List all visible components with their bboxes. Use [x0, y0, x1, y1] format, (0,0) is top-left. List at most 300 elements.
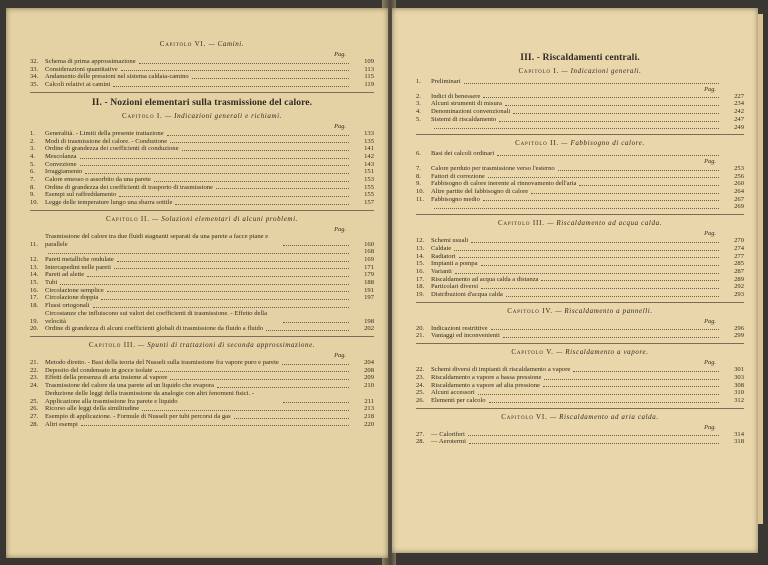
entry-number: 23. — [416, 373, 425, 381]
entry-page-number: 242 — [734, 108, 744, 116]
dot-leader — [454, 250, 719, 251]
chapter-title: — Riscaldamento a vapore. — [556, 348, 649, 357]
toc-entry — [30, 367, 374, 375]
entry-title: Effetti della presenza di aria insieme al vapore — [45, 374, 168, 382]
page-column-header: Pag. — [334, 351, 346, 359]
toc-chapter-block — [30, 336, 374, 428]
dot-leader — [503, 337, 719, 338]
dot-leader — [283, 245, 349, 246]
entry-number: 10. — [416, 188, 425, 196]
entry-page-number: 142 — [364, 152, 374, 160]
entry-number: 2. — [30, 137, 35, 145]
toc-entry — [30, 264, 374, 272]
toc-entry — [30, 184, 374, 192]
dot-leader — [167, 135, 349, 136]
dot-leader — [483, 97, 719, 98]
right-page — [392, 8, 758, 553]
entry-title: — Caloriferi — [431, 430, 465, 438]
dot-leader — [60, 284, 349, 285]
entry-page-number: 160 — [364, 240, 374, 248]
entry-page-number: 155 — [364, 191, 374, 199]
entry-title: Ricorso alle leggi della similitudine — [45, 405, 140, 413]
toc-entry — [416, 283, 744, 291]
dot-leader — [497, 155, 719, 156]
dot-leader — [513, 113, 719, 114]
entry-number: 16. — [30, 286, 39, 294]
entry-title: Modi di trasmissione del calore. - Conduzione — [45, 137, 168, 145]
toc-entry — [30, 294, 374, 302]
entry-number: 17. — [416, 275, 425, 283]
toc-entry — [30, 73, 374, 81]
dot-leader — [283, 402, 349, 403]
toc-entry — [30, 191, 374, 199]
dot-leader — [216, 188, 349, 189]
dot-leader — [142, 410, 349, 411]
dot-leader — [154, 181, 349, 182]
dot-leader — [464, 83, 719, 84]
toc-entry — [416, 93, 744, 101]
entry-title: Denominazioni convenzionali — [431, 108, 511, 116]
dot-leader — [531, 193, 719, 194]
dot-leader — [234, 418, 349, 419]
entry-number: 18. — [416, 283, 425, 291]
toc-entry — [416, 124, 744, 132]
entry-number: 16. — [416, 267, 425, 275]
entry-page-number: 289 — [734, 275, 744, 283]
entry-number: 11. — [30, 240, 38, 248]
toc-chapter-block — [416, 214, 744, 299]
entry-title: Andamento delle pressioni nel sistema caldaia-camino — [45, 73, 189, 81]
dot-leader — [282, 364, 349, 365]
entry-number: 14. — [30, 271, 39, 279]
entry-page-number: 303 — [734, 373, 744, 381]
toc-entry — [30, 168, 374, 176]
page-column-header: Pag. — [704, 157, 716, 165]
entry-number: 26. — [30, 405, 39, 413]
entry-number: 21. — [416, 332, 425, 340]
entry-title: Circolazione doppia — [45, 294, 99, 302]
chapter-label: Capitolo I. — [122, 111, 163, 120]
entry-page-number: 218 — [364, 412, 374, 420]
entry-number: 1. — [416, 78, 421, 85]
page-column-header: Pag. — [704, 317, 716, 325]
entry-title: — Aerotermi — [431, 438, 466, 446]
entry-page-number: 141 — [364, 145, 374, 153]
entry-page-number: 157 — [364, 199, 374, 207]
dot-leader — [434, 208, 719, 209]
dot-leader — [101, 299, 349, 300]
entry-title: Sistemi di riscaldamento — [431, 115, 497, 123]
dot-leader — [266, 330, 349, 331]
dot-leader — [469, 443, 719, 444]
entry-title: Considerazioni quantitative — [45, 65, 118, 73]
entry-number: 9. — [30, 191, 35, 199]
entry-page-number: 293 — [734, 291, 744, 299]
chapter-title: — Riscaldamento ad acqua calda. — [547, 219, 663, 228]
entry-number: 22. — [30, 366, 39, 374]
toc-entry — [30, 199, 374, 207]
entry-page-number: 253 — [734, 164, 744, 172]
toc-entry — [416, 382, 744, 390]
entry-title: Altre partite del fabbisogno di calore — [431, 188, 529, 196]
entry-title: Indici di benessere — [431, 92, 481, 100]
toc-entry — [416, 276, 744, 284]
entry-number: 3. — [30, 145, 35, 153]
entry-title: Mescolanza — [45, 152, 77, 160]
chapter-title: — Spunti di trattazioni di seconda approssimazione. — [138, 340, 316, 349]
entry-page-number: 287 — [734, 267, 744, 275]
dot-leader — [573, 371, 719, 372]
toc-chapter-block — [416, 408, 744, 446]
entry-title: Basi dei calcoli ordinari — [431, 150, 495, 158]
entry-page-number: 314 — [734, 430, 744, 438]
entry-number: 15. — [416, 260, 425, 268]
entry-number: 9. — [416, 180, 421, 188]
entry-page-number: 198 — [364, 317, 374, 325]
toc-entry — [30, 145, 374, 153]
chapter-title: — Riscaldamento ad aria calda. — [549, 412, 659, 421]
entry-title: Trasmissione del calore da una parete ad un liquido che evapora — [45, 382, 214, 390]
toc-entry — [30, 302, 374, 310]
dot-leader — [543, 386, 719, 387]
entry-page-number: 270 — [734, 237, 744, 245]
entry-title: Indicazioni restrittive — [431, 324, 488, 332]
section-title: III. - Riscaldamenti centrali. — [520, 52, 640, 63]
toc-entry — [416, 196, 744, 204]
entry-title: Riscaldamento ad acqua calda a distanza — [431, 275, 539, 283]
entry-title: Riscaldamento a vapore ad alta pressione — [431, 381, 540, 389]
entry-page-number: 292 — [734, 283, 744, 291]
entry-page-number: 210 — [364, 382, 374, 390]
chapter-heading — [416, 139, 744, 147]
entry-number: 1. — [30, 129, 35, 137]
entry-number: 32. — [30, 58, 39, 65]
toc-entry — [30, 256, 374, 264]
entry-page-number: 234 — [734, 100, 744, 108]
toc-entry — [30, 233, 374, 248]
entry-number: 11. — [416, 195, 424, 203]
dot-leader — [506, 296, 719, 297]
entry-title: Calcoli relativi ai camini — [45, 81, 111, 89]
dot-leader — [48, 253, 349, 254]
entry-page-number: 296 — [734, 324, 744, 332]
dot-leader — [80, 158, 350, 159]
entry-number: 4. — [30, 152, 35, 160]
toc-entry — [416, 237, 744, 245]
entry-title: Caldaie — [431, 244, 452, 252]
entry-page-number: 220 — [364, 420, 374, 428]
chapter-heading — [416, 307, 744, 315]
dot-leader — [489, 402, 719, 403]
entry-number: 8. — [416, 172, 421, 180]
entry-page-number: 213 — [364, 405, 374, 413]
entry-number: 7. — [30, 176, 35, 184]
chapter-heading — [30, 341, 374, 349]
page-column-header: Pag. — [334, 122, 346, 130]
entry-number: 26. — [416, 396, 425, 404]
chapter-heading — [416, 413, 744, 421]
entry-title: Circostanze che influiscono sui valori dei coefficienti di trasmissione. - Effetto della velocità — [45, 309, 268, 325]
chapter-label: Capitolo V. — [511, 348, 554, 357]
entry-page-number: 209 — [364, 374, 374, 382]
entry-title: Irraggiamento — [45, 168, 83, 176]
entry-page-number: 119 — [364, 81, 374, 89]
toc-entry — [416, 116, 744, 124]
entry-page-number: 113 — [364, 65, 374, 73]
entry-page-number: 204 — [364, 358, 374, 366]
entry-number: 25. — [30, 397, 39, 405]
entry-title: Generalità. - Limiti della presente trattazione — [45, 129, 164, 137]
entry-page-number: 153 — [364, 176, 374, 184]
entry-number: 33. — [30, 65, 39, 73]
entry-number: 2. — [416, 92, 421, 100]
entry-title: Intercapedini nelle pareti — [45, 263, 111, 271]
entry-title: Distribuzioni d'acqua calda — [431, 291, 503, 299]
entry-number: 23. — [30, 374, 39, 382]
toc-entry — [416, 180, 744, 188]
dot-leader — [119, 196, 349, 197]
chapter-label: Capitolo IV. — [507, 306, 553, 315]
toc-entry — [416, 150, 744, 158]
toc-chapter-block — [30, 40, 374, 89]
toc-entry — [30, 287, 374, 295]
entry-number: 12. — [30, 255, 39, 263]
entry-title: Alcuni strumenti di misura — [431, 100, 502, 108]
entry-page-number: 310 — [734, 389, 744, 397]
chapter-heading — [30, 112, 374, 120]
entry-title: Flussi ortogonali — [45, 302, 90, 310]
dot-leader — [558, 170, 719, 171]
toc-entry — [30, 161, 374, 169]
entry-number: 19. — [30, 317, 39, 325]
dot-leader — [117, 261, 349, 262]
entry-number: 6. — [416, 150, 421, 158]
dot-leader — [481, 265, 719, 266]
entry-title: Fabbisogno medio — [431, 195, 480, 203]
chapter-heading — [416, 219, 744, 227]
chapter-rule — [30, 336, 374, 337]
entry-title: Schemi usuali — [431, 237, 469, 245]
toc-entry — [30, 176, 374, 184]
entry-title: Impianti a pompa — [431, 260, 478, 268]
entry-page-number: 135 — [364, 137, 374, 145]
chapter-heading — [416, 67, 744, 75]
section-title: II. - Nozioni elementari sulla trasmissione del calore. — [91, 96, 313, 108]
left-page — [6, 8, 388, 558]
entry-page-number: 227 — [734, 92, 744, 100]
entry-number: 8. — [30, 183, 35, 191]
entry-number: 18. — [30, 302, 39, 310]
toc-entry — [416, 431, 744, 439]
entry-number: 28. — [30, 420, 39, 428]
dot-leader — [87, 276, 349, 277]
entry-page-number: 171 — [364, 263, 374, 271]
toc-entry — [416, 100, 744, 108]
entry-number: 24. — [416, 381, 425, 389]
toc-entry — [30, 271, 374, 279]
dot-leader — [459, 257, 719, 258]
dot-leader — [113, 86, 349, 87]
entry-page-number: 188 — [364, 279, 374, 287]
entry-page-number: 109 — [364, 58, 374, 65]
entry-number: 15. — [30, 279, 39, 287]
entry-title: Fattori di correzione — [431, 172, 485, 180]
toc-entry — [416, 366, 744, 374]
entry-number: 10. — [30, 199, 39, 207]
entry-title: Deposito del condensato in gocce isolate — [45, 366, 153, 374]
page-column-header: Pag. — [704, 359, 716, 367]
entry-title: Legge delle temperature lungo una sbarra sottile — [45, 199, 173, 207]
toc-chapter-block — [30, 92, 374, 207]
entry-number: 3. — [416, 100, 421, 108]
dot-leader — [170, 379, 349, 380]
toc-entry — [416, 325, 744, 333]
dot-leader — [544, 379, 719, 380]
chapter-title: — Fabbisogno di calore. — [561, 139, 645, 148]
entry-number: 4. — [416, 108, 421, 116]
entry-number: 5. — [30, 160, 35, 168]
entry-title: Convezione — [45, 160, 77, 168]
entry-page-number: 155 — [364, 183, 374, 191]
entry-number: 13. — [416, 244, 425, 252]
toc-entry — [30, 66, 374, 74]
entry-title: Trasmissione del calore tra due fluidi stagnanti separati da una parete a facce piane e parallele — [45, 232, 269, 248]
toc-entry — [416, 188, 744, 196]
toc-entry — [30, 310, 374, 325]
toc-entry — [30, 421, 374, 429]
dot-leader — [182, 150, 349, 151]
entry-page-number: 143 — [364, 160, 374, 168]
entry-page-number: 274 — [734, 244, 744, 252]
dot-leader — [505, 105, 719, 106]
chapter-heading — [416, 348, 744, 356]
dot-leader — [121, 70, 349, 71]
entry-page-number: 308 — [734, 381, 744, 389]
entry-number: 19. — [416, 291, 425, 299]
page-column-header: Pag. — [334, 225, 346, 233]
page-column-header: Pag. — [334, 51, 346, 58]
chapter-heading — [30, 40, 374, 48]
entry-number: 22. — [416, 366, 425, 374]
chapter-title: — Riscaldamento a pannelli. — [555, 306, 653, 315]
toc-entry — [30, 138, 374, 146]
entry-title: Ordine di grandezza di alcuni coefficienti globali di trasmissione da fluido a fluido — [45, 325, 264, 333]
chapter-rule — [30, 210, 374, 211]
chapter-label: Capitolo III. — [88, 340, 136, 349]
toc-chapter-block — [30, 210, 374, 333]
entry-page-number: 267 — [734, 195, 744, 203]
toc-entry — [30, 413, 374, 421]
dot-leader — [434, 128, 719, 129]
toc-entry — [30, 279, 374, 287]
toc-entry — [416, 108, 744, 116]
toc-entry — [416, 203, 744, 211]
chapter-title: — Camini. — [208, 40, 245, 48]
entry-title: Esempio di applicazione. - Formule di Nusselt per tubi percorsi da gas — [45, 412, 231, 420]
chapter-label: Capitolo VI. — [159, 40, 207, 48]
entry-page-number: 299 — [734, 332, 744, 340]
toc-entry — [30, 130, 374, 138]
entry-title: Calore perduto per trasmissione verso l'esterno — [431, 164, 555, 172]
dot-leader — [85, 173, 349, 174]
dot-leader — [541, 280, 719, 281]
entry-page-number: 249 — [734, 123, 744, 131]
toc-entry — [30, 405, 374, 413]
entry-number: 34. — [30, 73, 39, 81]
entry-page-number: 169 — [364, 255, 374, 263]
entry-number: 7. — [416, 164, 421, 172]
entry-page-number: 264 — [734, 188, 744, 196]
toc-entry — [416, 78, 744, 86]
dot-leader — [192, 78, 349, 79]
entry-title: Esempi sul raffreddamento — [45, 191, 117, 199]
entry-number: 24. — [30, 382, 39, 390]
entry-page-number: 211 — [364, 397, 374, 405]
page-column-header: Pag. — [704, 230, 716, 238]
section-rule — [30, 92, 374, 93]
entry-page-number: 256 — [734, 172, 744, 180]
toc-chapter-block — [416, 67, 744, 131]
entry-title: Radiatori — [431, 252, 456, 260]
toc-entry — [30, 390, 374, 405]
entry-number: 12. — [416, 237, 425, 245]
chapter-rule — [416, 343, 744, 344]
dot-leader — [471, 242, 719, 243]
toc-entry — [416, 245, 744, 253]
chapter-rule — [416, 134, 744, 135]
dot-leader — [455, 273, 719, 274]
entry-page-number: 285 — [734, 260, 744, 268]
entry-number: 6. — [30, 168, 35, 176]
toc-entry — [416, 253, 744, 261]
entry-number: 14. — [416, 252, 425, 260]
entry-title: Elementi per calcolo — [431, 396, 486, 404]
chapter-label: Capitolo II. — [106, 214, 150, 223]
entry-title: Varianti — [431, 267, 452, 275]
entry-title: Calore emesso o assorbito da una parete — [45, 176, 151, 184]
chapter-rule — [416, 408, 744, 409]
dot-leader — [468, 435, 719, 436]
toc-entry — [30, 58, 374, 66]
chapter-label: Capitolo VI. — [501, 412, 548, 421]
toc-entry — [30, 374, 374, 382]
entry-title: Schemi diversi di impianti di riscaldamento a vapore — [431, 366, 571, 374]
toc-entry — [416, 389, 744, 397]
entry-page-number: 197 — [364, 294, 374, 302]
toc-chapter-block — [416, 343, 744, 405]
chapter-label: Capitolo II. — [515, 139, 559, 148]
toc-entry — [416, 173, 744, 181]
toc-entry — [416, 374, 744, 382]
chapter-heading — [30, 215, 374, 223]
entry-number: 5. — [416, 115, 421, 123]
entry-page-number: 208 — [364, 366, 374, 374]
entry-title: Schema di prima approssimazione — [45, 58, 136, 65]
entry-page-number: 260 — [734, 180, 744, 188]
toc-entry — [30, 382, 374, 390]
entry-number: 35. — [30, 81, 39, 89]
toc-entry — [30, 325, 374, 333]
entry-page-number: 269 — [734, 203, 744, 211]
entry-title: Deduzione delle leggi della trasmissione da analogie con altri fenomeni fisici. - Applicazione alla trasmissione fra parete e liquido — [45, 389, 255, 405]
dot-leader — [170, 142, 349, 143]
chapter-title: — Indicazioni generali e richiami. — [164, 111, 282, 120]
chapter-label: Capitolo III. — [497, 219, 545, 228]
entry-number: 20. — [416, 324, 425, 332]
toc-entry — [416, 260, 744, 268]
toc-entry — [416, 438, 744, 446]
entry-title: Pareti metalliche ondulate — [45, 255, 114, 263]
